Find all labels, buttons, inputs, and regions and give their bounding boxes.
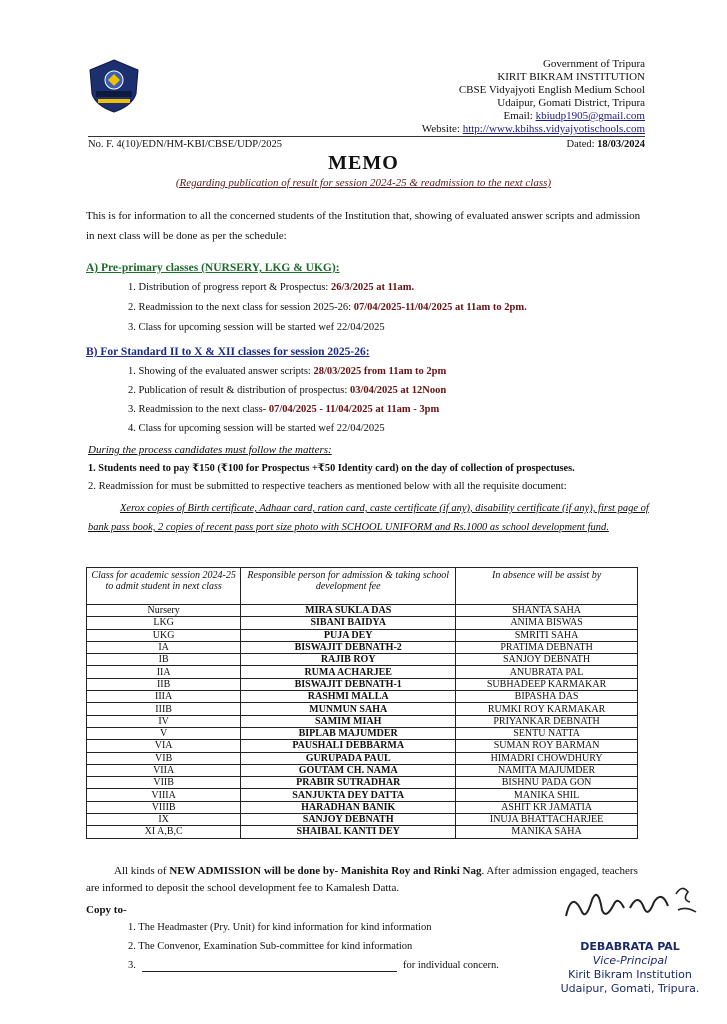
cell-class: IIB: [87, 678, 241, 690]
closing-paragraph: All kinds of NEW ADMISSION will be done by- Manishita Roy and Rinki Nag. After admission engaged, teachers are informed to deposit the school development fee to Kamalesh Datta.: [86, 865, 638, 894]
cell-assist-person: RUMKI ROY KARMAKAR: [456, 703, 638, 715]
section-a-heading: A) Pre-primary classes (NURSERY, LKG & UKG):: [86, 262, 340, 274]
table-row: [87, 789, 638, 801]
section-b-item: 4. Class for upcoming session will be started wef 22/04/2025: [128, 423, 385, 434]
column-header-class: Class for academic session 2024-25 to admit student in next class: [87, 568, 241, 605]
memo-subtitle: (Regarding publication of result for session 2024-25 & readmission to the next class): [175, 177, 552, 189]
cell-class: IB: [87, 654, 241, 666]
reference-number: No. F. 4(10)/EDN/HM-KBI/CBSE/UDP/2025: [88, 139, 283, 150]
header-address: Udaipur, Gomati District, Tripura: [497, 97, 645, 109]
cell-responsible-person: MIRA SUKLA DAS: [241, 605, 456, 617]
section-a-item: 3. Class for upcoming session will be started wef 22/04/2025: [128, 322, 385, 333]
closing-new-admission: NEW ADMISSION will be done by- Manishita Roy and Rinki Nag: [169, 865, 482, 877]
table-row: [87, 727, 638, 739]
section-b-heading: B) For Standard II to X & XII classes for session 2025-26:: [86, 346, 370, 358]
required-documents: Xerox copies of Birth certificate, Adhaar card, ration card, caste certificate (if any), disability certificate (if any), first page of bank pass book, 2 copies of recent pass port size photo with SCHOOL UNIFORM and Rs.1000 as school development fund.: [88, 503, 649, 533]
cell-class: IIA: [87, 666, 241, 678]
cell-responsible-person: PUJA DEY: [241, 629, 456, 641]
signatory-organization: Kirit Bikram Institution: [568, 968, 692, 981]
signatory-designation: Vice-Principal: [592, 954, 668, 967]
copy-item-3-number: 3.: [128, 960, 136, 971]
table-row: [87, 703, 638, 715]
table-row: [87, 740, 638, 752]
table-row: [87, 752, 638, 764]
cell-class: IV: [87, 715, 241, 727]
cell-assist-person: BIPASHA DAS: [456, 691, 638, 703]
section-b-item: 1. Showing of the evaluated answer scripts: 28/03/2025 from 11am to 2pm: [128, 366, 447, 377]
header-institution: KIRIT BIKRAM INSTITUTION: [497, 71, 645, 83]
cell-assist-person: SUMAN ROY BARMAN: [456, 740, 638, 752]
school-logo: [86, 58, 142, 114]
cell-responsible-person: SIBANI BAIDYA: [241, 617, 456, 629]
cell-responsible-person: MUNMUN SAHA: [241, 703, 456, 715]
signatory-name: DEBABRATA PAL: [580, 940, 680, 953]
cell-class: Nursery: [87, 605, 241, 617]
email-link[interactable]: kbiudp1905@gmail.com: [535, 110, 645, 122]
table-row: [87, 617, 638, 629]
header-email: [503, 110, 645, 123]
cell-assist-person: SENTU NATTA: [456, 727, 638, 739]
cell-class: IX: [87, 814, 241, 826]
cell-class: IIIB: [87, 703, 241, 715]
website-link[interactable]: http://www.kbihss.vidyajyotischools.com: [462, 123, 645, 135]
cell-responsible-person: PRABIR SUTRADHAR: [241, 777, 456, 789]
matters-point-1: 1. Students need to pay ₹150 (₹100 for Prospectus +₹50 Identity card) on the day of collection of prospectuses.: [88, 463, 575, 474]
header-divider: [88, 136, 645, 137]
signatory-place: Udaipur, Gomati, Tripura.: [560, 982, 700, 995]
cell-responsible-person: SANJUKTA DEY DATTA: [241, 789, 456, 801]
memo-title: MEMO: [328, 152, 399, 174]
memo-date: [567, 139, 645, 150]
email-label: Email:: [503, 110, 533, 122]
copy-item-1: 1. The Headmaster (Pry. Unit) for kind information for kind information: [128, 922, 432, 933]
table-row: [87, 691, 638, 703]
section-a-item: 1. Distribution of progress report & Prospectus: 26/3/2025 at 11am.: [128, 282, 415, 293]
table-row: [87, 764, 638, 776]
cell-assist-person: ASHIT KR JAMATIA: [456, 801, 638, 813]
table-row: [87, 777, 638, 789]
cell-responsible-person: GURUPADA PAUL: [241, 752, 456, 764]
cell-class: VIIB: [87, 777, 241, 789]
website-label: Website:: [421, 123, 460, 135]
handwritten-signature: [558, 880, 713, 930]
cell-class: V: [87, 727, 241, 739]
table-row: [87, 801, 638, 813]
cell-assist-person: SMRITI SAHA: [456, 629, 638, 641]
header-website: [422, 123, 645, 136]
cell-assist-person: PRIYANKAR DEBNATH: [456, 715, 638, 727]
teacher-assignment-table: [86, 567, 638, 839]
cell-responsible-person: PAUSHALI DEBBARMA: [241, 740, 456, 752]
cell-assist-person: SHANTA SAHA: [456, 605, 638, 617]
section-b-item: 3. Readmission to the next class- 07/04/2025 - 11/04/2025 at 11am - 3pm: [128, 404, 440, 415]
cell-class: VIB: [87, 752, 241, 764]
dated-value: 18/03/2024: [597, 139, 645, 150]
cell-responsible-person: HARADHAN BANIK: [241, 801, 456, 813]
column-header-responsible: Responsible person for admission & taking school development fee: [241, 568, 456, 605]
cell-responsible-person: SAMIM MIAH: [241, 715, 456, 727]
copy-to-heading: Copy to-: [86, 904, 127, 916]
header-school-type: CBSE Vidyajyoti English Medium School: [458, 84, 645, 96]
cell-responsible-person: RAJIB ROY: [241, 654, 456, 666]
cell-assist-person: SANJOY DEBNATH: [456, 654, 638, 666]
cell-responsible-person: BISWAJIT DEBNATH-2: [241, 641, 456, 653]
cell-responsible-person: RASHMI MALLA: [241, 691, 456, 703]
cell-class: IIIA: [87, 691, 241, 703]
table-row: [87, 678, 638, 690]
dated-label: Dated:: [566, 139, 595, 150]
cell-assist-person: MANIKA SHIL: [456, 789, 638, 801]
copy-item-3-blank: [142, 971, 397, 972]
cell-assist-person: ANIMA BISWAS: [456, 617, 638, 629]
copy-item-2: 2. The Convenor, Examination Sub-committee for kind information: [128, 941, 413, 952]
table-body: [87, 605, 638, 839]
table-row: [87, 814, 638, 826]
table-row: [87, 605, 638, 617]
intro-paragraph: This is for information to all the concerned students of the Institution that, showing of evaluated answer scripts and admission in next class will be done as per the schedule:: [86, 210, 641, 242]
table-row: [87, 666, 638, 678]
cell-assist-person: BISHNU PADA GON: [456, 777, 638, 789]
cell-assist-person: NAMITA MAJUMDER: [456, 764, 638, 776]
section-b-item: 2. Publication of result & distribution of prospectus: 03/04/2025 at 12Noon: [128, 385, 447, 396]
cell-class: UKG: [87, 629, 241, 641]
column-header-assist: In absence will be assist by: [456, 568, 638, 605]
header-government: Government of Tripura: [542, 58, 645, 70]
table-row: [87, 654, 638, 666]
table-row: [87, 715, 638, 727]
cell-responsible-person: GOUTAM CH. NAMA: [241, 764, 456, 776]
section-a-item: 2. Readmission to the next class for session 2025-26: 07/04/2025-11/04/2025 at 11am to 2pm.: [128, 302, 527, 313]
cell-class: IA: [87, 641, 241, 653]
matters-heading: During the process candidates must follow the matters:: [88, 444, 332, 456]
cell-class: VIIA: [87, 764, 241, 776]
cell-responsible-person: RUMA ACHARJEE: [241, 666, 456, 678]
cell-assist-person: INUJA BHATTACHARJEE: [456, 814, 638, 826]
copy-item-3-text: for individual concern.: [403, 960, 499, 971]
cell-assist-person: ANUBRATA PAL: [456, 666, 638, 678]
cell-responsible-person: BISWAJIT DEBNATH-1: [241, 678, 456, 690]
table-row: [87, 629, 638, 641]
table-header-row: [87, 568, 638, 605]
cell-responsible-person: SANJOY DEBNATH: [241, 814, 456, 826]
cell-responsible-person: BIPLAB MAJUMDER: [241, 727, 456, 739]
table-row: [87, 826, 638, 838]
matters-point-2: 2. Readmission for must be submitted to respective teachers as mentioned below with all the requisite document:: [88, 481, 567, 492]
cell-assist-person: MANIKA SAHA: [456, 826, 638, 838]
cell-class: VIIIA: [87, 789, 241, 801]
cell-class: VIA: [87, 740, 241, 752]
cell-assist-person: HIMADRI CHOWDHURY: [456, 752, 638, 764]
cell-class: XI A,B,C: [87, 826, 241, 838]
cell-class: VIIIB: [87, 801, 241, 813]
cell-responsible-person: SHAIBAL KANTI DEY: [241, 826, 456, 838]
cell-class: LKG: [87, 617, 241, 629]
cell-assist-person: PRATIMA DEBNATH: [456, 641, 638, 653]
table-row: [87, 641, 638, 653]
cell-assist-person: SUBHADEEP KARMAKAR: [456, 678, 638, 690]
